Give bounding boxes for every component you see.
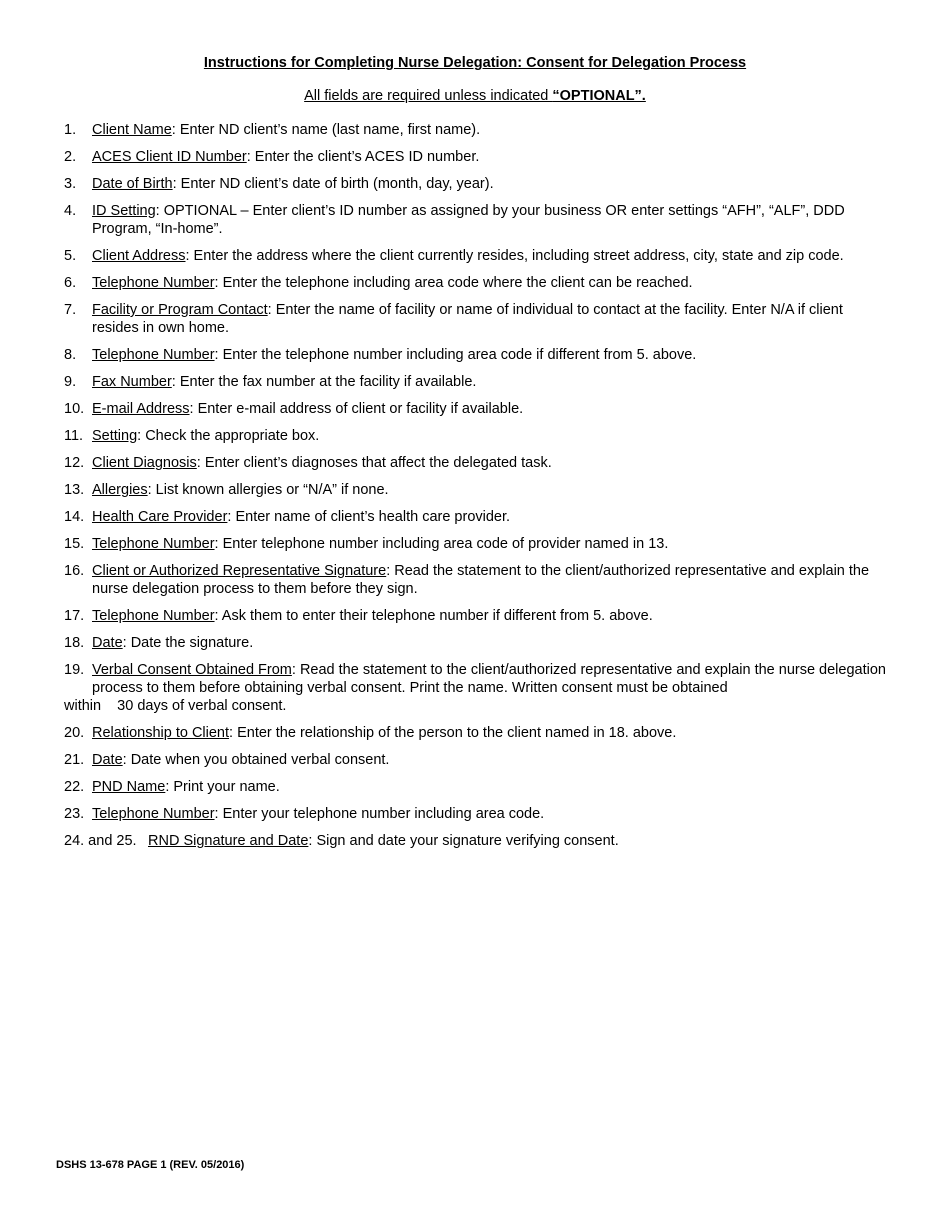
item-body [92, 247, 886, 265]
field-instruction: : Enter client’s diagnoses that affect the delegated task. [196, 455, 552, 471]
field-label: E-mail Address [92, 401, 190, 417]
item-number: 3. [64, 176, 77, 192]
item-body [92, 481, 886, 499]
field-instruction: : Date when you obtained verbal consent. [122, 752, 390, 768]
item-body [92, 373, 886, 391]
item-body [92, 805, 886, 823]
item-number: 18. [64, 635, 85, 651]
instruction-item [64, 634, 886, 652]
item-body [92, 148, 886, 166]
instruction-item [64, 751, 886, 769]
field-instruction-continued: within 30 days of verbal consent. [64, 698, 287, 714]
instruction-item [64, 400, 886, 418]
item-body [92, 508, 886, 526]
field-instruction: : Read the statement to the client/authorized representative and explain the nurse delegation process to them before obtaining verbal consent. Print the name. Written consent must be obtained [92, 662, 886, 696]
item-number: 21. [64, 752, 85, 768]
instruction-item [64, 121, 886, 139]
item-number: 8. [64, 347, 77, 363]
instruction-item [64, 202, 886, 238]
field-instruction: : Sign and date your signature verifying consent. [308, 833, 619, 849]
item-body [92, 121, 886, 139]
field-instruction: : Enter the fax number at the facility if available. [171, 374, 477, 390]
item-number: 24. and 25. [64, 833, 137, 849]
field-label: Client or Authorized Representative Signature [92, 563, 387, 579]
item-body [92, 562, 886, 598]
field-label: Client Diagnosis [92, 455, 197, 471]
instruction-item [64, 508, 886, 526]
field-instruction: : Enter ND client’s name (last name, first name). [171, 122, 481, 138]
field-instruction: : Enter the telephone number including area code if different from 5. above. [214, 347, 697, 363]
instruction-item [64, 481, 886, 499]
item-number: 19. [64, 662, 85, 678]
instruction-item [64, 301, 886, 337]
field-label: ID Setting [92, 203, 156, 219]
field-instruction: : Enter name of client’s health care provider. [227, 509, 511, 525]
item-body [92, 535, 886, 553]
instruction-item [64, 346, 886, 364]
field-instruction: : Enter ND client’s date of birth (month, day, year). [172, 176, 494, 192]
item-number: 1. [64, 122, 77, 138]
field-label: Date of Birth [92, 176, 173, 192]
item-number: 10. [64, 401, 85, 417]
instruction-item [64, 535, 886, 553]
instruction-item [64, 607, 886, 625]
field-label: Allergies [92, 482, 148, 498]
field-instruction: : Enter the address where the client currently resides, including street address, city, state and zip code. [185, 248, 844, 264]
field-label: Telephone Number [92, 536, 215, 552]
instruction-item [64, 274, 886, 292]
item-body [92, 301, 886, 337]
item-body [92, 346, 886, 364]
item-number: 23. [64, 806, 85, 822]
item-number: 12. [64, 455, 85, 471]
instruction-item [64, 454, 886, 472]
item-body [92, 175, 886, 193]
note-prefix: All fields are required unless indicated [304, 88, 553, 104]
form-footer: DSHS 13-678 PAGE 1 (REV. 05/2016) [56, 1159, 245, 1171]
field-instruction: : Ask them to enter their telephone number if different from 5. above. [214, 608, 653, 624]
instruction-item [64, 724, 886, 742]
instruction-item [64, 148, 886, 166]
field-label: RND Signature and Date [148, 833, 309, 849]
field-instruction: : List known allergies or “N/A” if none. [147, 482, 389, 498]
item-body [92, 454, 886, 472]
item-number: 13. [64, 482, 85, 498]
item-number: 5. [64, 248, 77, 264]
instruction-item [64, 562, 886, 598]
item-body [92, 400, 886, 418]
required-fields-note [0, 88, 950, 104]
instruction-item [64, 661, 886, 715]
note-optional-emphasis: “OPTIONAL”. [552, 88, 646, 104]
field-instruction: : Enter e-mail address of client or facility if available. [189, 401, 524, 417]
instruction-item [64, 373, 886, 391]
field-label: Date [92, 635, 123, 651]
item-number: 11. [64, 428, 84, 444]
field-instruction: : Enter the telephone including area code where the client can be reached. [214, 275, 693, 291]
item-body [92, 634, 886, 652]
field-label: Client Name [92, 122, 172, 138]
field-instruction: : Enter telephone number including area code of provider named in 13. [214, 536, 669, 552]
item-body [92, 427, 886, 445]
item-number: 9. [64, 374, 77, 390]
instruction-item [64, 247, 886, 265]
field-label: Setting [92, 428, 138, 444]
item-number: 4. [64, 203, 77, 219]
page-title: Instructions for Completing Nurse Delegation: Consent for Delegation Process [203, 55, 747, 71]
field-label: Health Care Provider [92, 509, 228, 525]
item-number: 2. [64, 149, 77, 165]
item-body [92, 607, 886, 625]
field-instruction: : Check the appropriate box. [137, 428, 320, 444]
field-instruction: : Date the signature. [122, 635, 254, 651]
item-body [92, 274, 886, 292]
field-label: PND Name [92, 779, 166, 795]
instruction-item [64, 778, 886, 796]
instruction-item [64, 427, 886, 445]
item-body [92, 778, 886, 796]
field-instruction: : Print your name. [165, 779, 280, 795]
field-instruction: : Enter the client’s ACES ID number. [246, 149, 480, 165]
item-number: 17. [64, 608, 85, 624]
item-body [92, 751, 886, 769]
instruction-item [64, 175, 886, 193]
field-label: Telephone Number [92, 806, 215, 822]
field-instruction: : Enter the relationship of the person to the client named in 18. above. [229, 725, 677, 741]
field-label: Fax Number [92, 374, 172, 390]
field-label: Date [92, 752, 123, 768]
field-label: Telephone Number [92, 608, 215, 624]
item-body [92, 724, 886, 742]
item-number: 7. [64, 302, 77, 318]
instruction-item [64, 832, 886, 850]
item-number: 20. [64, 725, 85, 741]
field-label: Facility or Program Contact [92, 302, 268, 318]
field-label: Telephone Number [92, 275, 215, 291]
field-instruction: : Enter your telephone number including area code. [214, 806, 545, 822]
field-label: Client Address [92, 248, 186, 264]
field-label: Relationship to Client [92, 725, 230, 741]
item-body [148, 832, 886, 850]
item-body [92, 202, 886, 238]
field-instruction: : OPTIONAL – Enter client’s ID number as assigned by your business OR enter settings “AFH”, “ALF”, DDD Program, “In-home”. [92, 203, 845, 237]
field-label: Verbal Consent Obtained From [92, 662, 292, 678]
instruction-list [64, 121, 886, 859]
instruction-item [64, 805, 886, 823]
field-label: ACES Client ID Number [92, 149, 247, 165]
field-instruction: : Read the statement to the client/authorized representative and explain the nurse delegation process to them before they sign. [92, 563, 870, 597]
item-number: 16. [64, 563, 85, 579]
item-number: 22. [64, 779, 85, 795]
item-number: 6. [64, 275, 77, 291]
field-instruction: : Enter the name of facility or name of individual to contact at the facility. Enter N/A if client resides in own home. [92, 302, 843, 336]
field-label: Telephone Number [92, 347, 215, 363]
item-number: 14. [64, 509, 85, 525]
item-number: 15. [64, 536, 85, 552]
